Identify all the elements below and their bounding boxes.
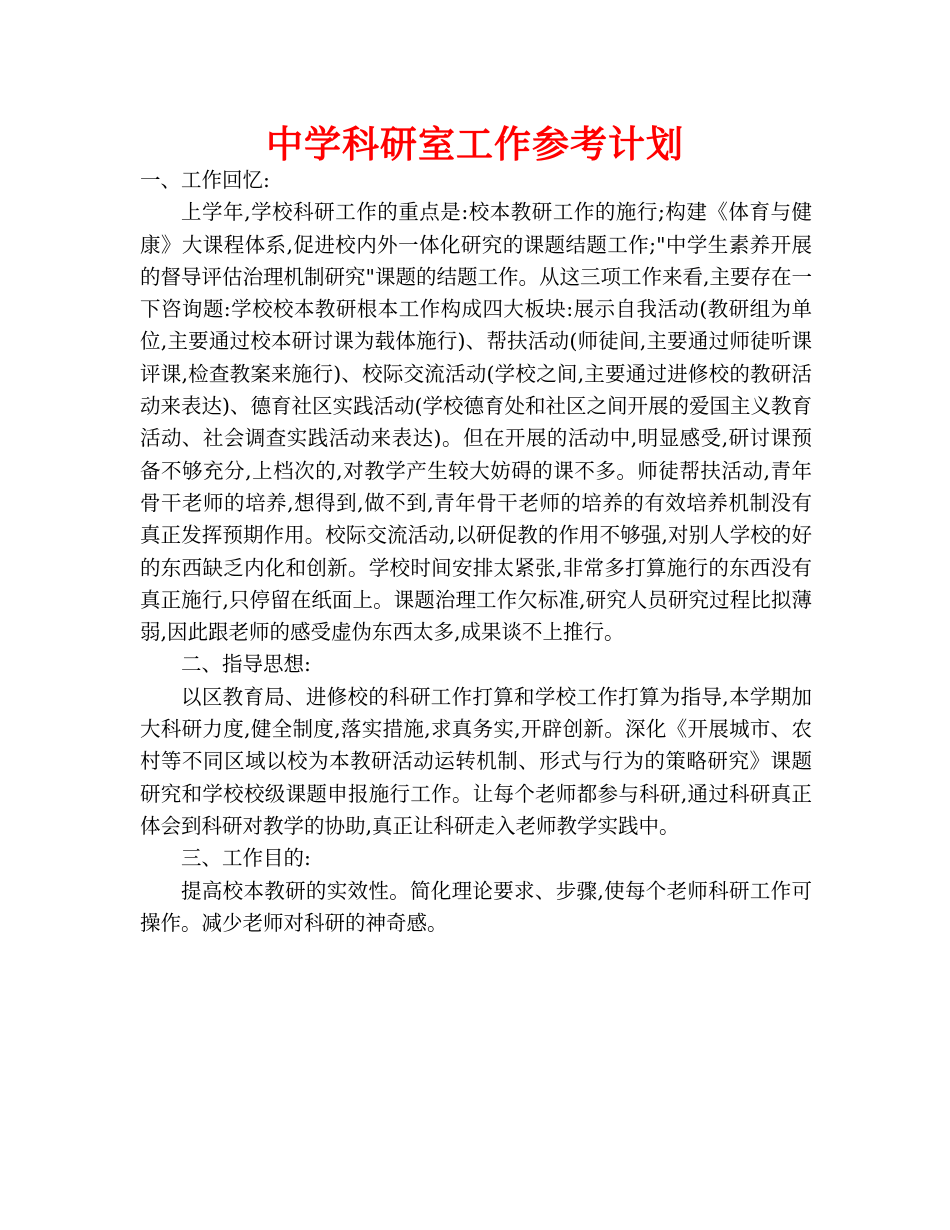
section-heading-goals: 三、工作目的: — [181, 846, 311, 871]
section-body-review: 上学年,学校科研工作的重点是:校本教研工作的施行;构建《体育与健康》大课程体系,促进校内外一体化研究的课题结题工作;"中学生素养开展的督导评估治理机制研究"课题的结题工作。从这三项工作来看,主要存在一下咨询题:学校校本教研根本工作构成四大板块:展示自我活动(教研组为单位,主要通过校本研讨课为载体施行)、帮扶活动(师徒间,主要通过师徒听课评课,检查教案来施行)、校际交流活动(学校之间,主要通过进修校的教研活动来表达)、德育社区实践活动(学校德育处和社区之间开展的爱国主义教育活动、社会调查实践活动来表达)。但在开展的活动中,明显感受,研讨课预备不够充分,上档次的,对教学产生较大妨碍的课不多。师徒帮扶活动,青年骨干老师的培养,想得到,做不到,青年骨干老师的培养的有效培养机制没有真正发挥预期作用。校际交流活动,以研促教的作用不够强,对别人学校的好的东西缺乏内化和创新。学校时间安排太紧张,非常多打算施行的东西没有真正施行,只停留在纸面上。课题治理工作欠标准,研究人员研究过程比拟薄弱,因此跟老师的感受虚伪东西太多,成果谈不上推行。 — [140, 200, 812, 645]
section-body-goals: 提高校本教研的实效性。简化理论要求、步骤,使每个老师科研工作可操作。减少老师对科研的神奇感。 — [140, 878, 812, 935]
section-heading-guidance: 二、指导思想: — [181, 652, 311, 677]
document-title: 中学科研室工作参考计划 — [266, 123, 684, 166]
section-body-guidance: 以区教育局、进修校的科研工作打算和学校工作打算为指导,本学期加大科研力度,健全制度,落实措施,求真务实,开辟创新。深化《开展城市、农村等不同区域以校为本教研活动运转机制、形式与行为的策略研究》课题研究和学校校级课题申报施行工作。让每个老师都参与科研,通过科研真正体会到科研对教学的协助,真正让科研走入老师教学实践中。 — [140, 684, 812, 838]
section-heading-review: 一、工作回忆: — [140, 168, 270, 192]
document-body — [140, 164, 812, 939]
